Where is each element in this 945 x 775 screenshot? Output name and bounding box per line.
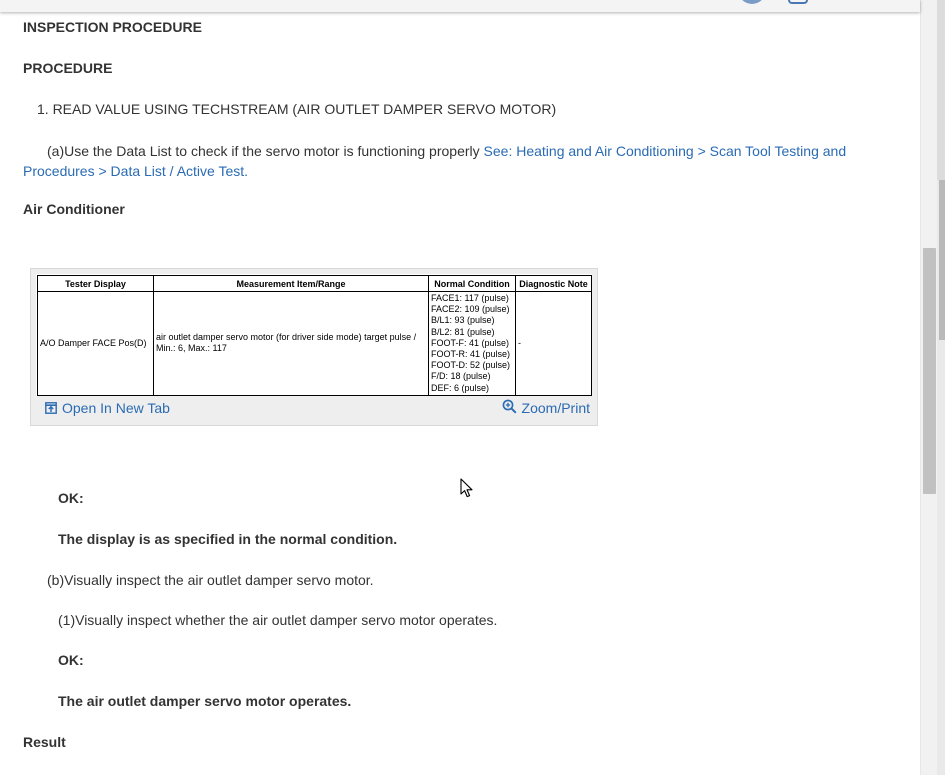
cell-tester-display: A/O Damper FACE Pos(D) [38, 292, 154, 396]
step-b1-text: (1)Visually inspect whether the air outlet damper servo motor operates. [58, 612, 498, 628]
zoom-in-icon [502, 399, 517, 414]
normal-condition-line: F/D: 18 (pulse) [431, 371, 491, 382]
open-in-new-tab-label: Open In New Tab [62, 400, 170, 416]
step-a-paragraph [23, 141, 893, 181]
result-heading: Result [23, 734, 66, 750]
step-a-text: (a)Use the Data List to check if the servo motor is functioning properly [47, 143, 484, 159]
inspection-procedure-heading: INSPECTION PROCEDURE [23, 19, 202, 35]
normal-condition-line: FOOT-F: 41 (pulse) [431, 337, 510, 348]
header-measurement: Measurement Item/Range [154, 276, 429, 292]
cell-normal-condition [429, 292, 516, 396]
step-b-text: (b)Visually inspect the air outlet damper servo motor. [47, 572, 374, 588]
outer-scrollbar-thumb[interactable] [939, 180, 945, 340]
normal-condition-line: FOOT-R: 41 (pulse) [431, 349, 511, 360]
procedure-heading: PROCEDURE [23, 60, 113, 76]
table-figure [30, 268, 598, 426]
table-header-row [38, 276, 592, 292]
normal-condition-line: FOOT-D: 52 (pulse) [431, 360, 511, 371]
data-list-link[interactable]: See: Heating and Air Conditioning > Scan Tool Testing and Procedures > Data List / Active Test. [23, 143, 847, 179]
ok-label: OK: [58, 652, 84, 668]
zoom-print-label: Zoom/Print [521, 400, 590, 416]
open-in-new-tab-icon [45, 402, 57, 414]
air-conditioner-heading: Air Conditioner [23, 201, 125, 217]
table-image-area [36, 274, 592, 396]
ok-text: The display is as specified in the normal condition. [58, 531, 398, 547]
normal-condition-line: FACE1: 117 (pulse) [431, 293, 509, 303]
avatar[interactable] [738, 0, 766, 4]
normal-condition-line: B/L1: 93 (pulse) [431, 315, 495, 326]
table-row [38, 292, 592, 396]
cell-diagnostic-note: - [516, 292, 592, 396]
ok-text: The air outlet damper servo motor operates. [58, 693, 352, 709]
toolbar-icon[interactable] [788, 0, 808, 4]
header-tester-display: Tester Display [38, 276, 154, 292]
cell-measurement: air outlet damper servo motor (for driver side mode) target pulse / Min.: 6, Max.: 117 [154, 292, 429, 396]
zoom-print-button[interactable] [502, 396, 590, 416]
top-toolbar [0, 0, 920, 12]
normal-condition-line: DEF: 6 (pulse) [431, 382, 490, 393]
scrollbar-thumb[interactable] [923, 248, 936, 494]
header-normal-condition: Normal Condition [429, 276, 516, 292]
scrollbar-track-upper [937, 0, 945, 180]
data-list-table [37, 275, 592, 396]
mouse-cursor-icon [460, 478, 474, 498]
vertical-scrollbar[interactable] [920, 0, 945, 775]
open-in-new-tab-button[interactable] [45, 400, 170, 416]
ok-label: OK: [58, 490, 84, 506]
normal-condition-line: B/L2: 81 (pulse) [431, 326, 495, 337]
step-1-text: 1. READ VALUE USING TECHSTREAM (AIR OUTLET DAMPER SERVO MOTOR) [37, 101, 557, 117]
figure-toolbar [36, 397, 592, 421]
header-diagnostic-note: Diagnostic Note [516, 276, 592, 292]
normal-condition-line: FACE2: 109 (pulse) [431, 304, 510, 315]
